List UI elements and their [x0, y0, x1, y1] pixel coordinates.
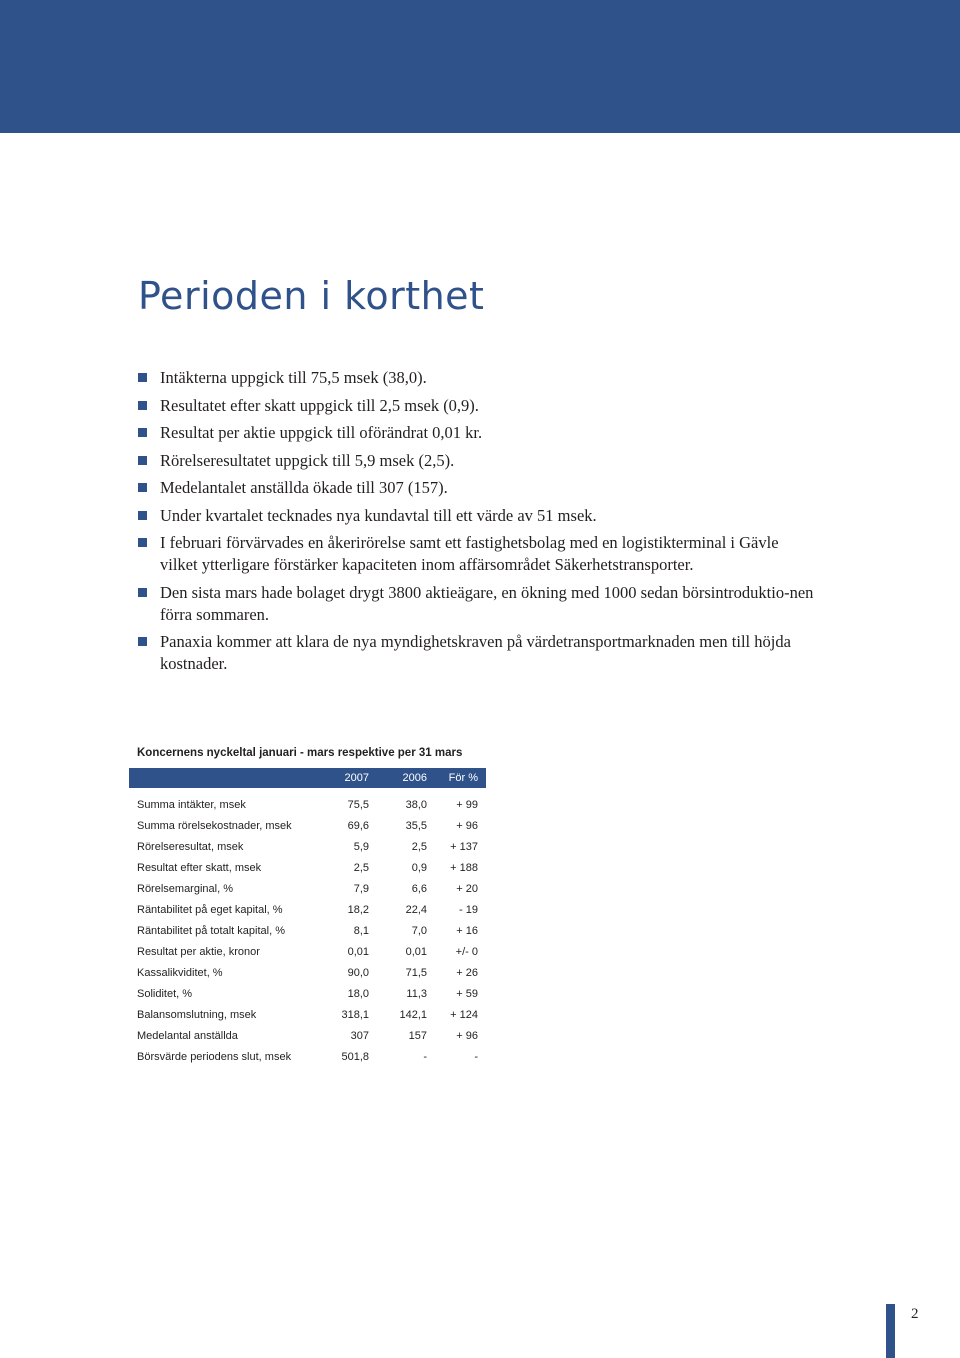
- bullet-square-icon: [138, 428, 147, 437]
- key-figures-table: [129, 768, 486, 1067]
- cell-2007: 0,01: [347, 945, 369, 958]
- cell-change: + 124: [450, 1008, 478, 1021]
- table-row: [129, 1025, 486, 1046]
- cell-2006: 6,6: [411, 882, 427, 895]
- cell-change: + 99: [456, 798, 478, 811]
- list-item: [138, 367, 818, 389]
- bullet-square-icon: [138, 456, 147, 465]
- cell-change: + 188: [450, 861, 478, 874]
- cell-2007: 18,2: [347, 903, 369, 916]
- cell-2006: 35,5: [405, 819, 427, 832]
- row-label: Summa rörelsekostnader, msek: [137, 819, 292, 832]
- table-title: Koncernens nyckeltal januari - mars respektive per 31 mars: [137, 747, 463, 759]
- cell-2007: 69,6: [347, 819, 369, 832]
- cell-2006: 71,5: [405, 966, 427, 979]
- table-row: [129, 941, 486, 962]
- cell-2006: 0,9: [411, 861, 427, 874]
- cell-change: + 59: [456, 987, 478, 1000]
- cell-2007: 2,5: [353, 861, 369, 874]
- column-header-2006: 2006: [369, 768, 427, 788]
- list-item: [138, 631, 818, 675]
- bullet-square-icon: [138, 511, 147, 520]
- table-row: [129, 878, 486, 899]
- list-item-text: Rörelseresultatet uppgick till 5,9 msek (2,5).: [160, 450, 455, 470]
- highlights-list: [138, 367, 818, 681]
- table-header-row: [129, 768, 486, 788]
- row-label: Räntabilitet på eget kapital, %: [137, 903, 283, 916]
- page-number-bar: [886, 1304, 895, 1358]
- list-item-text: Medelantalet anställda ökade till 307 (157).: [160, 478, 448, 497]
- bullet-square-icon: [138, 637, 147, 646]
- cell-2006: 11,3: [406, 987, 427, 1000]
- table-row: [129, 899, 486, 920]
- table-row: [129, 836, 486, 857]
- row-label: Rörelseresultat, msek: [137, 840, 244, 853]
- row-label: Medelantal anställda: [137, 1029, 238, 1042]
- table-row: [129, 983, 486, 1004]
- cell-change: - 19: [459, 903, 478, 916]
- cell-2006: 38,0: [405, 798, 427, 811]
- column-header-change: För %: [427, 768, 486, 788]
- list-item: [138, 395, 818, 417]
- page-number: 2: [911, 1306, 919, 1322]
- row-label: Resultat efter skatt, msek: [137, 861, 262, 874]
- row-label: Resultat per aktie, kronor: [137, 945, 260, 958]
- table-row: [129, 920, 486, 941]
- row-label: Kassalikviditet, %: [137, 966, 223, 979]
- list-item-text: Intäkterna uppgick till 75,5 msek (38,0).: [160, 368, 427, 387]
- cell-change: + 137: [450, 840, 478, 853]
- column-header-label: [129, 768, 337, 788]
- row-label: Soliditet, %: [137, 987, 193, 1000]
- list-item-text: Under kvartalet tecknades nya kundavtal till ett värde av 51 msek.: [160, 505, 597, 525]
- list-item-text: Resultatet efter skatt uppgick till 2,5 msek (0,9).: [160, 395, 479, 415]
- list-item-text: Panaxia kommer att klara de nya myndighetskraven på värdetransportmarknaden men till höjda kostnader.: [160, 632, 791, 673]
- cell-2006: 7,0: [411, 924, 427, 937]
- cell-2007: 8,1: [353, 924, 369, 937]
- cell-change: + 26: [456, 966, 478, 979]
- cell-change: + 16: [456, 924, 478, 937]
- cell-change: + 96: [456, 1029, 478, 1042]
- cell-2007: 75,5: [347, 798, 369, 811]
- table-row: [129, 962, 486, 983]
- bullet-square-icon: [138, 483, 147, 492]
- cell-change: +/- 0: [455, 945, 478, 958]
- cell-2006: 157: [408, 1029, 427, 1042]
- cell-change: -: [474, 1050, 478, 1063]
- row-label: Räntabilitet på totalt kapital, %: [137, 924, 285, 937]
- table-row: [129, 788, 486, 815]
- list-item: [138, 505, 818, 527]
- cell-2006: -: [423, 1050, 427, 1063]
- table-row: [129, 857, 486, 878]
- header-band: [0, 0, 960, 133]
- cell-2007: 501,8: [341, 1050, 369, 1063]
- bullet-square-icon: [138, 538, 147, 547]
- row-label: Summa intäkter, msek: [137, 798, 246, 811]
- list-item-text: I februari förvärvades en åkerirörelse samt ett fastighetsbolag med en logistikterminal i Gävle vilket ytterligare förstärker kapaciteten inom affärsområdet Säkerhetstransporter.: [160, 533, 779, 574]
- table-row: [129, 815, 486, 836]
- cell-2007: 5,9: [353, 840, 369, 853]
- bullet-square-icon: [138, 401, 147, 410]
- row-label: Rörelsemarginal, %: [137, 882, 233, 895]
- list-item: [138, 532, 818, 576]
- table-row: [129, 1046, 486, 1067]
- list-item: [138, 450, 818, 472]
- cell-2007: 7,9: [353, 882, 369, 895]
- cell-2007: 318,1: [341, 1008, 369, 1021]
- row-label: Börsvärde periodens slut, msek: [137, 1050, 292, 1063]
- list-item: [138, 582, 818, 626]
- list-item: [138, 477, 818, 499]
- bullet-square-icon: [138, 373, 147, 382]
- list-item: [138, 422, 818, 444]
- cell-2006: 22,4: [405, 903, 427, 916]
- cell-2006: 0,01: [405, 945, 427, 958]
- column-header-2007: 2007: [337, 768, 369, 788]
- bullet-square-icon: [138, 588, 147, 597]
- cell-2006: 142,1: [399, 1008, 427, 1021]
- cell-2007: 90,0: [347, 966, 369, 979]
- cell-change: + 20: [456, 882, 478, 895]
- cell-2007: 18,0: [347, 987, 369, 1000]
- cell-change: + 96: [456, 819, 478, 832]
- cell-2006: 2,5: [411, 840, 427, 853]
- row-label: Balansomslutning, msek: [137, 1008, 257, 1021]
- table-row: [129, 1004, 486, 1025]
- list-item-text: Den sista mars hade bolaget drygt 3800 aktieägare, en ökning med 1000 sedan börsintroduktio-nen förra sommaren.: [160, 582, 814, 624]
- cell-2007: 307: [350, 1029, 369, 1042]
- list-item-text: Resultat per aktie uppgick till oförändrat 0,01 kr.: [160, 423, 483, 442]
- page-title: Perioden i korthet: [138, 274, 485, 318]
